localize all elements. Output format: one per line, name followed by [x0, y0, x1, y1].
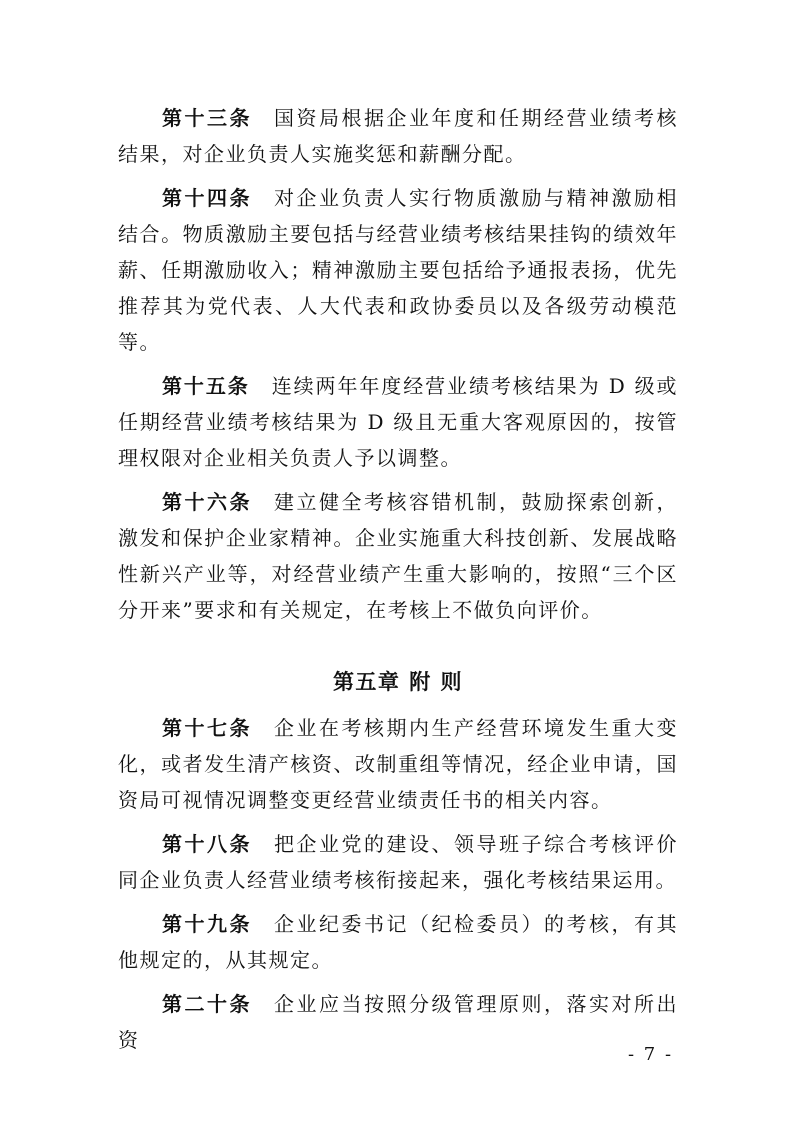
document-page	[118, 100, 678, 1066]
article-text: 建立健全考核容错机制，鼓励探索创新，激发和保护企业家精神。企业实施重大科技创新、发展战略性新兴产业等，对经营业绩产生重大影响的，按照“三个区分开来”要求和有关规定，在考核上不做负向评价。	[118, 490, 678, 622]
article-text: 企业在考核期内生产经营环境发生重大变化，或者发生清产核资、改制重组等情况，经企业申请，国资局可视情况调整变更经营业绩责任书的相关内容。	[118, 716, 678, 812]
article-label: 第二十条	[162, 992, 252, 1016]
article-text: 对企业负责人实行物质激励与精神激励相结合。物质激励主要包括与经营业绩考核结果挂钩的绩效年薪、任期激励收入；精神激励主要包括给予通报表扬，优先推荐其为党代表、人大代表和政协委员以及各级劳动模范等。	[118, 186, 678, 354]
article-15	[118, 368, 678, 476]
article-label: 第十六条	[162, 490, 252, 514]
article-label: 第十五条	[162, 374, 250, 398]
article-13	[118, 100, 678, 172]
article-label: 第十四条	[162, 186, 252, 210]
article-16	[118, 484, 678, 628]
article-label: 第十七条	[162, 716, 252, 740]
article-18	[118, 826, 678, 898]
page-number: - 7 -	[628, 1044, 674, 1065]
article-text: 国资局根据企业年度和任期经营业绩考核结果，对企业负责人实施奖惩和薪酬分配。	[118, 106, 678, 166]
article-17	[118, 710, 678, 818]
article-label: 第十八条	[162, 832, 252, 856]
article-19	[118, 906, 678, 978]
article-label: 第十九条	[162, 912, 252, 936]
article-text: 把企业党的建设、领导班子综合考核评价同企业负责人经营业绩考核衔接起来，强化考核结果运用。	[118, 832, 678, 892]
article-text: 企业应当按照分级管理原则，落实对所出资	[118, 992, 678, 1052]
article-label: 第十三条	[162, 106, 252, 130]
article-14	[118, 180, 678, 360]
article-text: 企业纪委书记（纪检委员）的考核，有其他规定的，从其规定。	[118, 912, 678, 972]
chapter-title: 第五章 附 则	[332, 669, 464, 694]
article-20	[118, 986, 678, 1058]
article-text: 连续两年年度经营业绩考核结果为 D 级或任期经营业绩考核结果为 D 级且无重大客观原因的，按管理权限对企业相关负责人予以调整。	[118, 374, 679, 470]
